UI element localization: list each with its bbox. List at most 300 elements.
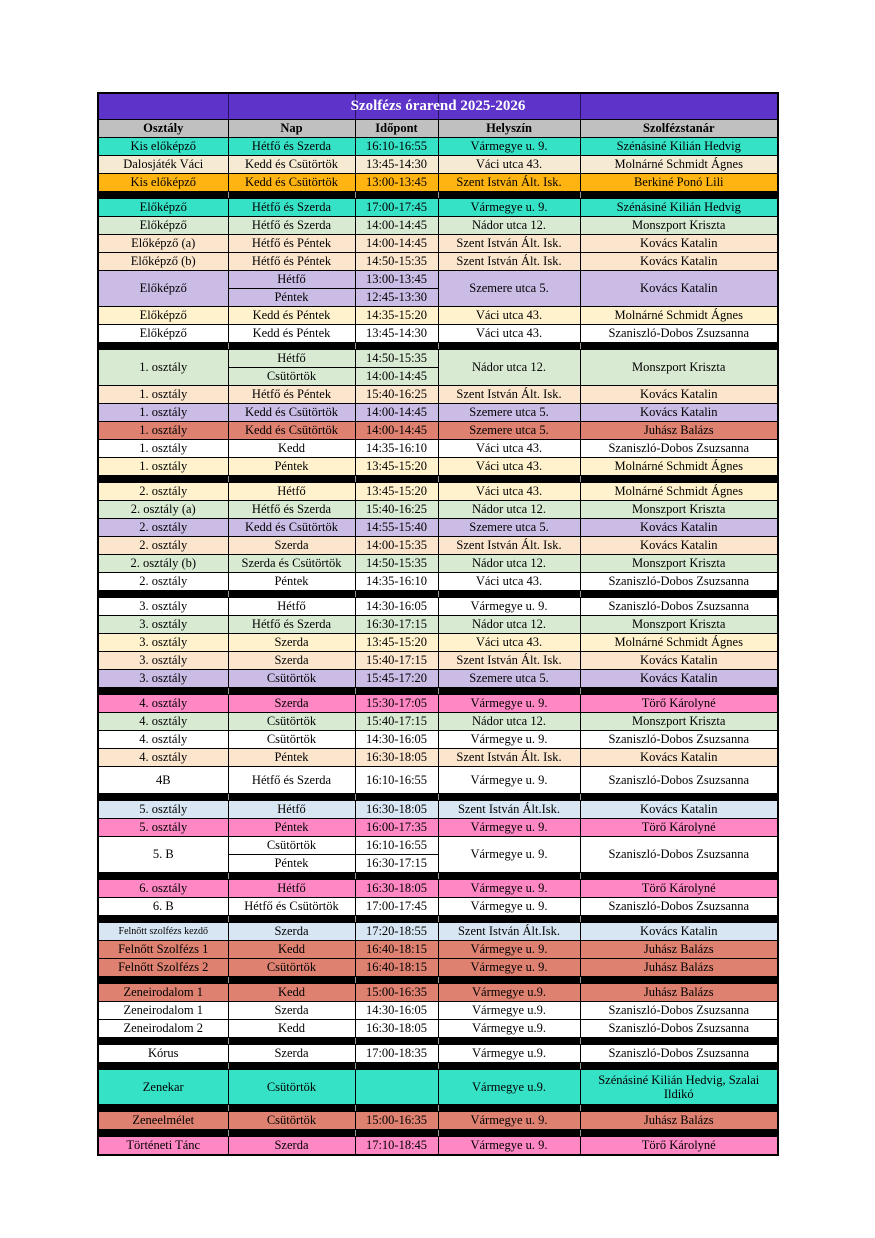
separator-cell xyxy=(355,977,438,984)
separator-cell xyxy=(98,591,228,598)
time-cell: 15:45-17:20 xyxy=(355,670,438,688)
separator-cell xyxy=(355,1105,438,1112)
day-cell: Kedd és Péntek xyxy=(228,307,355,325)
class-cell: 2. osztály (a) xyxy=(98,501,228,519)
separator-cell xyxy=(438,916,580,923)
teacher-cell: Szaniszló-Dobos Zsuzsanna xyxy=(580,898,778,916)
day-cell: Kedd xyxy=(228,1020,355,1038)
day-cell: Hétfő xyxy=(228,483,355,501)
class-cell: 4B xyxy=(98,767,228,794)
separator-cell xyxy=(438,688,580,695)
teacher-cell: Kovács Katalin xyxy=(580,271,778,307)
separator-cell xyxy=(228,1038,355,1045)
separator-cell xyxy=(355,794,438,801)
separator-cell xyxy=(355,1063,438,1070)
teacher-cell: Juhász Balázs xyxy=(580,984,778,1002)
table-row xyxy=(98,350,778,368)
place-cell: Vármegye u. 9. xyxy=(438,731,580,749)
day-cell: Hétfő és Péntek xyxy=(228,386,355,404)
class-cell: Előképző xyxy=(98,307,228,325)
table-row xyxy=(98,819,778,837)
place-cell: Vármegye u. 9. xyxy=(438,138,580,156)
day-cell: Hétfő és Szerda xyxy=(228,616,355,634)
place-cell: Váci utca 43. xyxy=(438,325,580,343)
class-cell: Dalosjáték Váci xyxy=(98,156,228,174)
table-row xyxy=(98,138,778,156)
separator-cell xyxy=(228,476,355,483)
place-cell: Vármegye u. 9. xyxy=(438,898,580,916)
table-row xyxy=(98,749,778,767)
class-cell: 2. osztály xyxy=(98,537,228,555)
table-row xyxy=(98,422,778,440)
separator-cell xyxy=(580,873,778,880)
teacher-cell: Kovács Katalin xyxy=(580,519,778,537)
separator-cell xyxy=(98,192,228,199)
place-cell: Szemere utca 5. xyxy=(438,519,580,537)
place-cell: Váci utca 43. xyxy=(438,634,580,652)
time-cell: 13:00-13:45 xyxy=(355,174,438,192)
class-cell: 2. osztály xyxy=(98,519,228,537)
separator-cell xyxy=(580,1130,778,1137)
table-row xyxy=(98,501,778,519)
time-cell: 16:40-18:15 xyxy=(355,941,438,959)
time-cell: 15:40-17:15 xyxy=(355,713,438,731)
separator-row xyxy=(98,476,778,483)
timetable-body xyxy=(98,138,778,1156)
place-cell: Szent István Ált. Isk. xyxy=(438,749,580,767)
separator-row xyxy=(98,192,778,199)
separator-cell xyxy=(355,1130,438,1137)
place-cell: Szemere utca 5. xyxy=(438,422,580,440)
time-cell: 16:30-17:15 xyxy=(355,855,438,873)
time-cell: 14:35-16:10 xyxy=(355,440,438,458)
day-cell: Kedd és Csütörtök xyxy=(228,156,355,174)
class-cell: 2. osztály (b) xyxy=(98,555,228,573)
table-row xyxy=(98,253,778,271)
separator-cell xyxy=(355,688,438,695)
table-row xyxy=(98,573,778,591)
day-cell: Csütörtök xyxy=(228,959,355,977)
teacher-cell: Törő Károlyné xyxy=(580,1137,778,1156)
place-cell: Vármegye u.9. xyxy=(438,1020,580,1038)
place-cell: Nádor utca 12. xyxy=(438,713,580,731)
day-cell: Szerda xyxy=(228,1045,355,1063)
separator-cell xyxy=(438,1038,580,1045)
teacher-cell: Szénásiné Kilián Hedvig xyxy=(580,199,778,217)
time-cell: 14:00-14:45 xyxy=(355,217,438,235)
class-cell: 4. osztály xyxy=(98,713,228,731)
time-cell: 13:45-15:20 xyxy=(355,634,438,652)
place-cell: Vármegye u. 9. xyxy=(438,767,580,794)
teacher-cell: Juhász Balázs xyxy=(580,422,778,440)
day-cell: Péntek xyxy=(228,819,355,837)
teacher-cell: Monszport Kriszta xyxy=(580,217,778,235)
place-cell: Nádor utca 12. xyxy=(438,555,580,573)
separator-row xyxy=(98,916,778,923)
time-cell: 14:50-15:35 xyxy=(355,253,438,271)
teacher-cell: Szaniszló-Dobos Zsuzsanna xyxy=(580,731,778,749)
day-cell: Péntek xyxy=(228,289,355,307)
separator-cell xyxy=(228,688,355,695)
teacher-cell: Berkiné Ponó Lili xyxy=(580,174,778,192)
place-cell: Vármegye u. 9. xyxy=(438,837,580,873)
teacher-cell: Kovács Katalin xyxy=(580,404,778,422)
separator-cell xyxy=(438,343,580,350)
time-cell: 14:30-16:05 xyxy=(355,1002,438,1020)
table-row xyxy=(98,1002,778,1020)
table-row xyxy=(98,1137,778,1156)
column-header-place: Helyszín xyxy=(438,120,580,138)
class-cell: Zeneirodalom 1 xyxy=(98,984,228,1002)
day-cell: Csütörtök xyxy=(228,670,355,688)
class-cell: Zeneelmélet xyxy=(98,1112,228,1130)
day-cell: Hétfő xyxy=(228,350,355,368)
place-cell: Szent István Ált.Isk. xyxy=(438,923,580,941)
separator-cell xyxy=(98,1130,228,1137)
class-cell: Előképző (b) xyxy=(98,253,228,271)
day-cell: Hétfő és Szerda xyxy=(228,501,355,519)
separator-cell xyxy=(228,192,355,199)
teacher-cell: Kovács Katalin xyxy=(580,386,778,404)
time-cell: 14:00-14:45 xyxy=(355,368,438,386)
table-row xyxy=(98,1045,778,1063)
teacher-cell: Monszport Kriszta xyxy=(580,555,778,573)
separator-cell xyxy=(228,591,355,598)
separator-cell xyxy=(228,1130,355,1137)
place-cell: Szent István Ált. Isk. xyxy=(438,537,580,555)
table-row xyxy=(98,616,778,634)
time-cell: 16:10-16:55 xyxy=(355,837,438,855)
class-cell: 4. osztály xyxy=(98,695,228,713)
place-cell: Szent István Ált. Isk. xyxy=(438,235,580,253)
time-cell: 16:30-18:05 xyxy=(355,801,438,819)
class-cell: Felnőtt szolfézs kezdő xyxy=(98,923,228,941)
table-row xyxy=(98,923,778,941)
place-cell: Vármegye u. 9. xyxy=(438,695,580,713)
day-cell: Péntek xyxy=(228,855,355,873)
time-cell: 17:00-17:45 xyxy=(355,199,438,217)
table-row xyxy=(98,984,778,1002)
day-cell: Kedd és Péntek xyxy=(228,325,355,343)
day-cell: Kedd és Csütörtök xyxy=(228,519,355,537)
day-cell: Hétfő és Péntek xyxy=(228,253,355,271)
table-row xyxy=(98,1070,778,1105)
time-cell: 14:35-15:20 xyxy=(355,307,438,325)
table-row xyxy=(98,519,778,537)
separator-cell xyxy=(228,1105,355,1112)
day-cell: Csütörtök xyxy=(228,731,355,749)
day-cell: Hétfő és Péntek xyxy=(228,235,355,253)
class-cell: 3. osztály xyxy=(98,670,228,688)
separator-cell xyxy=(580,1105,778,1112)
class-cell: 1. osztály xyxy=(98,422,228,440)
day-cell: Szerda xyxy=(228,1137,355,1156)
class-cell: Előképző xyxy=(98,271,228,307)
table-row xyxy=(98,652,778,670)
time-cell: 17:00-17:45 xyxy=(355,898,438,916)
teacher-cell: Juhász Balázs xyxy=(580,959,778,977)
separator-cell xyxy=(580,192,778,199)
separator-cell xyxy=(98,1038,228,1045)
teacher-cell: Kovács Katalin xyxy=(580,652,778,670)
separator-cell xyxy=(438,1105,580,1112)
time-cell xyxy=(355,1070,438,1105)
time-cell: 13:45-15:20 xyxy=(355,483,438,501)
table-row xyxy=(98,174,778,192)
class-cell: 3. osztály xyxy=(98,616,228,634)
place-cell: Nádor utca 12. xyxy=(438,350,580,386)
separator-cell xyxy=(438,476,580,483)
teacher-cell: Szaniszló-Dobos Zsuzsanna xyxy=(580,1020,778,1038)
place-cell: Vármegye u. 9. xyxy=(438,941,580,959)
class-cell: Zenekar xyxy=(98,1070,228,1105)
separator-cell xyxy=(355,343,438,350)
class-cell: 3. osztály xyxy=(98,652,228,670)
separator-cell xyxy=(438,192,580,199)
teacher-cell: Molnárné Schmidt Ágnes xyxy=(580,307,778,325)
table-row xyxy=(98,235,778,253)
teacher-cell: Szaniszló-Dobos Zsuzsanna xyxy=(580,1002,778,1020)
place-cell: Vármegye u. 9. xyxy=(438,199,580,217)
teacher-cell: Szaniszló-Dobos Zsuzsanna xyxy=(580,767,778,794)
time-cell: 15:40-16:25 xyxy=(355,386,438,404)
place-cell: Váci utca 43. xyxy=(438,458,580,476)
separator-cell xyxy=(355,591,438,598)
place-cell: Szent István Ált. Isk. xyxy=(438,386,580,404)
table-row xyxy=(98,1112,778,1130)
separator-cell xyxy=(355,1038,438,1045)
class-cell: 3. osztály xyxy=(98,598,228,616)
class-cell: 4. osztály xyxy=(98,731,228,749)
day-cell: Hétfő xyxy=(228,271,355,289)
place-cell: Vármegye u.9. xyxy=(438,1070,580,1105)
teacher-cell: Monszport Kriszta xyxy=(580,350,778,386)
class-cell: 1. osztály xyxy=(98,386,228,404)
page-title: Szolfézs órarend 2025-2026 xyxy=(98,93,778,120)
day-cell: Hétfő xyxy=(228,598,355,616)
column-header-class: Osztály xyxy=(98,120,228,138)
class-cell: Történeti Tánc xyxy=(98,1137,228,1156)
timetable xyxy=(97,92,779,1156)
day-cell: Szerda xyxy=(228,1002,355,1020)
time-cell: 15:40-16:25 xyxy=(355,501,438,519)
day-cell: Hétfő xyxy=(228,801,355,819)
time-cell: 17:10-18:45 xyxy=(355,1137,438,1156)
separator-row xyxy=(98,688,778,695)
time-cell: 15:00-16:35 xyxy=(355,1112,438,1130)
place-cell: Váci utca 43. xyxy=(438,483,580,501)
table-row xyxy=(98,880,778,898)
table-row xyxy=(98,898,778,916)
separator-cell xyxy=(228,977,355,984)
time-cell: 13:45-14:30 xyxy=(355,325,438,343)
place-cell: Nádor utca 12. xyxy=(438,501,580,519)
day-cell: Péntek xyxy=(228,573,355,591)
place-cell: Nádor utca 12. xyxy=(438,616,580,634)
time-cell: 14:50-15:35 xyxy=(355,555,438,573)
place-cell: Vármegye u.9. xyxy=(438,984,580,1002)
table-row xyxy=(98,959,778,977)
place-cell: Szent István Ált.Isk. xyxy=(438,801,580,819)
place-cell: Szent István Ált. Isk. xyxy=(438,174,580,192)
table-row xyxy=(98,483,778,501)
place-cell: Vármegye u.9. xyxy=(438,1045,580,1063)
separator-row xyxy=(98,1038,778,1045)
time-cell: 17:00-18:35 xyxy=(355,1045,438,1063)
time-cell: 17:20-18:55 xyxy=(355,923,438,941)
day-cell: Szerda xyxy=(228,652,355,670)
time-cell: 14:00-14:45 xyxy=(355,235,438,253)
day-cell: Hétfő és Szerda xyxy=(228,217,355,235)
class-cell: 1. osztály xyxy=(98,440,228,458)
time-cell: 15:30-17:05 xyxy=(355,695,438,713)
class-cell: 1. osztály xyxy=(98,458,228,476)
separator-row xyxy=(98,977,778,984)
time-cell: 14:00-15:35 xyxy=(355,537,438,555)
day-cell: Hétfő és Csütörtök xyxy=(228,898,355,916)
teacher-cell: Kovács Katalin xyxy=(580,749,778,767)
table-row xyxy=(98,731,778,749)
class-cell: 5. osztály xyxy=(98,819,228,837)
class-cell: 4. osztály xyxy=(98,749,228,767)
separator-cell xyxy=(438,1130,580,1137)
table-row xyxy=(98,555,778,573)
separator-cell xyxy=(438,873,580,880)
day-cell: Csütörtök xyxy=(228,1112,355,1130)
separator-cell xyxy=(580,977,778,984)
table-row xyxy=(98,598,778,616)
time-cell: 16:10-16:55 xyxy=(355,138,438,156)
separator-cell xyxy=(580,343,778,350)
separator-cell xyxy=(98,343,228,350)
separator-cell xyxy=(98,977,228,984)
column-header-time: Időpont xyxy=(355,120,438,138)
teacher-cell: Juhász Balázs xyxy=(580,941,778,959)
class-cell: Felnőtt Szolfézs 1 xyxy=(98,941,228,959)
teacher-cell: Kovács Katalin xyxy=(580,801,778,819)
class-cell: 2. osztály xyxy=(98,573,228,591)
place-cell: Vármegye u. 9. xyxy=(438,880,580,898)
table-row xyxy=(98,713,778,731)
day-cell: Péntek xyxy=(228,749,355,767)
place-cell: Szent István Ált. Isk. xyxy=(438,253,580,271)
class-cell: Felnőtt Szolfézs 2 xyxy=(98,959,228,977)
place-cell: Vármegye u. 9. xyxy=(438,1112,580,1130)
separator-cell xyxy=(438,591,580,598)
time-cell: 14:30-16:05 xyxy=(355,598,438,616)
separator-cell xyxy=(228,794,355,801)
teacher-cell: Szaniszló-Dobos Zsuzsanna xyxy=(580,325,778,343)
class-cell: Kis előképző xyxy=(98,138,228,156)
table-row xyxy=(98,307,778,325)
separator-cell xyxy=(580,688,778,695)
time-cell: 12:45-13:30 xyxy=(355,289,438,307)
separator-cell xyxy=(438,977,580,984)
table-row xyxy=(98,217,778,235)
place-cell: Vármegye u.9. xyxy=(438,1002,580,1020)
time-cell: 13:45-14:30 xyxy=(355,156,438,174)
table-row xyxy=(98,670,778,688)
separator-cell xyxy=(580,1063,778,1070)
teacher-cell: Szaniszló-Dobos Zsuzsanna xyxy=(580,837,778,873)
teacher-cell: Monszport Kriszta xyxy=(580,713,778,731)
separator-row xyxy=(98,1063,778,1070)
separator-row xyxy=(98,794,778,801)
class-cell: 5. B xyxy=(98,837,228,873)
separator-cell xyxy=(355,873,438,880)
place-cell: Váci utca 43. xyxy=(438,307,580,325)
separator-cell xyxy=(228,1063,355,1070)
time-cell: 16:30-18:05 xyxy=(355,749,438,767)
day-cell: Kedd és Csütörtök xyxy=(228,404,355,422)
teacher-cell: Szénásiné Kilián Hedvig, Szalai Ildikó xyxy=(580,1070,778,1105)
teacher-cell: Szaniszló-Dobos Zsuzsanna xyxy=(580,573,778,591)
teacher-cell: Szénásiné Kilián Hedvig xyxy=(580,138,778,156)
time-cell: 13:00-13:45 xyxy=(355,271,438,289)
day-cell: Kedd xyxy=(228,941,355,959)
separator-cell xyxy=(580,1038,778,1045)
separator-row xyxy=(98,873,778,880)
teacher-cell: Kovács Katalin xyxy=(580,537,778,555)
column-header-day: Nap xyxy=(228,120,355,138)
teacher-cell: Monszport Kriszta xyxy=(580,501,778,519)
separator-row xyxy=(98,591,778,598)
day-cell: Kedd és Csütörtök xyxy=(228,422,355,440)
class-cell: 6. B xyxy=(98,898,228,916)
class-cell: Zeneirodalom 2 xyxy=(98,1020,228,1038)
place-cell: Szemere utca 5. xyxy=(438,670,580,688)
class-cell: Előképző xyxy=(98,217,228,235)
header-row xyxy=(98,120,778,138)
class-cell: Zeneirodalom 1 xyxy=(98,1002,228,1020)
table-row xyxy=(98,837,778,855)
table-row xyxy=(98,440,778,458)
day-cell: Csütörtök xyxy=(228,368,355,386)
time-cell: 14:55-15:40 xyxy=(355,519,438,537)
class-cell: 3. osztály xyxy=(98,634,228,652)
day-cell: Csütörtök xyxy=(228,837,355,855)
time-cell: 13:45-15:20 xyxy=(355,458,438,476)
class-cell: 1. osztály xyxy=(98,404,228,422)
separator-row xyxy=(98,343,778,350)
day-cell: Szerda xyxy=(228,537,355,555)
place-cell: Nádor utca 12. xyxy=(438,217,580,235)
class-cell: Kórus xyxy=(98,1045,228,1063)
title-row xyxy=(98,93,778,120)
teacher-cell: Kovács Katalin xyxy=(580,253,778,271)
place-cell: Vármegye u. 9. xyxy=(438,1137,580,1156)
separator-cell xyxy=(98,688,228,695)
table-row xyxy=(98,1020,778,1038)
table-row xyxy=(98,325,778,343)
separator-cell xyxy=(98,794,228,801)
separator-cell xyxy=(228,343,355,350)
separator-cell xyxy=(98,1105,228,1112)
day-cell: Csütörtök xyxy=(228,713,355,731)
separator-cell xyxy=(580,476,778,483)
table-row xyxy=(98,156,778,174)
table-row xyxy=(98,941,778,959)
separator-cell xyxy=(580,916,778,923)
class-cell: 5. osztály xyxy=(98,801,228,819)
class-cell: 2. osztály xyxy=(98,483,228,501)
place-cell: Szemere utca 5. xyxy=(438,404,580,422)
table-row xyxy=(98,404,778,422)
day-cell: Szerda xyxy=(228,634,355,652)
separator-cell xyxy=(355,476,438,483)
separator-cell xyxy=(98,476,228,483)
day-cell: Szerda és Csütörtök xyxy=(228,555,355,573)
